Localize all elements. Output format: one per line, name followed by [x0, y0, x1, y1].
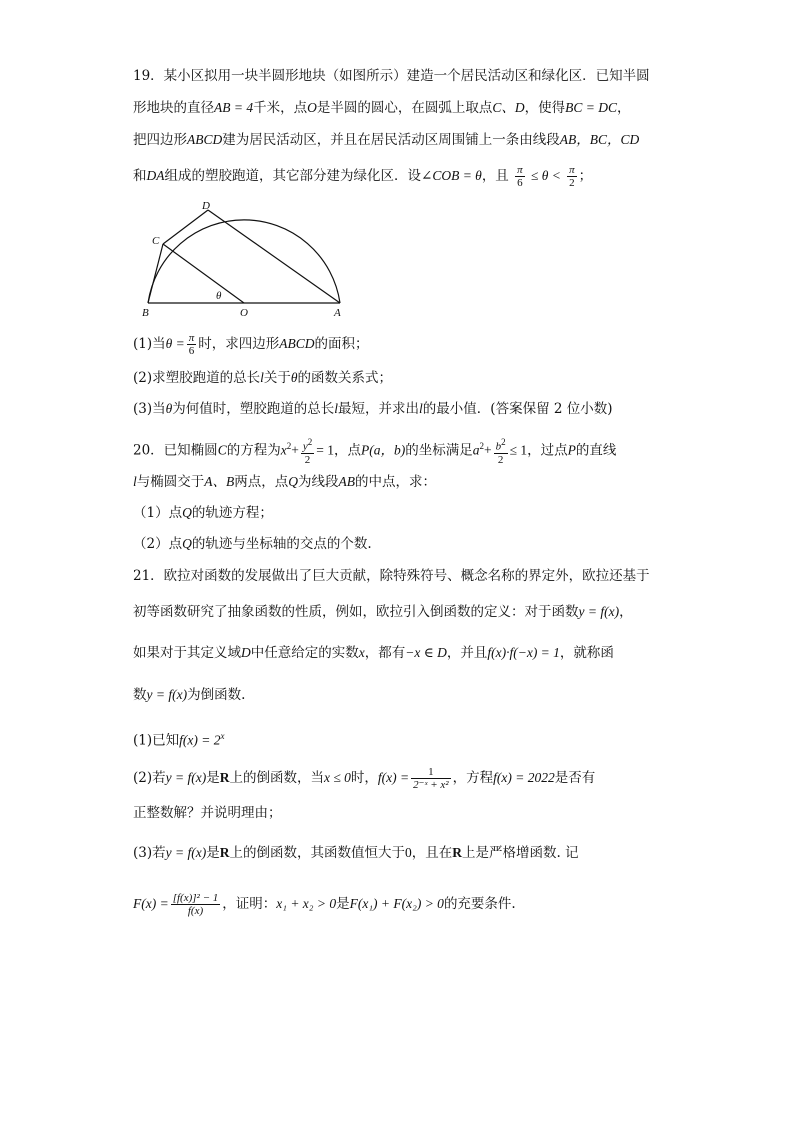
text: ，且在 — [411, 845, 453, 861]
text: （1）点 — [133, 505, 183, 521]
text: (1)已知 — [133, 732, 180, 749]
math-r: R — [452, 845, 462, 860]
q21-line3 — [133, 643, 614, 663]
math-r: R — [219, 845, 230, 860]
math-yf: y = f(x) — [165, 845, 207, 860]
text: ，且 — [481, 168, 509, 184]
text: ，过点 — [527, 442, 568, 459]
math-yf: y = f(x) — [165, 770, 207, 785]
text: （2）点 — [133, 536, 183, 552]
q19-text: 19．某小区拟用一块半圆形地块（如图所示）建造一个居民活动区和绿化区．已知半圆 — [133, 68, 650, 84]
math-d: D — [241, 645, 251, 660]
q19-line4 — [133, 164, 592, 189]
math-plus: + — [291, 442, 299, 458]
label-a: A — [334, 307, 341, 319]
text: (1)当 — [133, 336, 166, 352]
math-y: y — [302, 440, 308, 453]
text: 时，求四边形 — [198, 336, 280, 352]
text: 的轨迹方程； — [191, 505, 273, 521]
math-l: l — [133, 474, 137, 489]
math-q: Q — [182, 505, 192, 520]
math-segments: AB，BC，CD — [559, 132, 640, 147]
math-l: l — [419, 401, 423, 416]
text: 的充要条件. — [443, 896, 516, 912]
text: ， — [617, 100, 631, 116]
text: (2)若 — [133, 770, 166, 786]
math-fx: f(x) = 2 — [179, 732, 221, 748]
text: 关于 — [263, 370, 291, 386]
segment-co — [163, 244, 244, 303]
text: ，就称函 — [559, 645, 614, 661]
q21-part3 — [133, 843, 579, 863]
frac-den: 2 — [304, 453, 311, 466]
semicircle-diagram — [140, 198, 355, 320]
math-p: P — [567, 442, 576, 458]
text: 上是严格增函数. 记 — [461, 845, 579, 861]
math-q: Q — [182, 536, 192, 551]
math-o: O — [307, 100, 317, 115]
math-a: a — [472, 442, 480, 458]
math-r: R — [219, 770, 230, 785]
math-eq: = 1 — [316, 442, 334, 458]
text: ； — [578, 168, 593, 184]
frac-den: 6 — [517, 177, 523, 189]
q19-part3 — [133, 399, 613, 419]
frac-num: π — [188, 332, 195, 344]
text: ，并且 — [446, 645, 488, 661]
text: 的面积； — [314, 336, 369, 352]
frac-num: π — [569, 164, 575, 176]
frac-num: [f(x)]² − 1 — [172, 892, 219, 904]
text: 正整数解？并说明理由； — [133, 805, 282, 821]
q20-line2 — [133, 472, 436, 492]
math-l: l — [260, 370, 264, 385]
text: 和 — [133, 168, 147, 184]
text: 中任意给定的实数 — [250, 645, 359, 661]
text: ， — [619, 604, 633, 620]
text: 的中点，求： — [355, 474, 437, 490]
text: (3)若 — [133, 845, 166, 861]
label-theta: θ — [216, 290, 222, 302]
text: 初等函数研究了抽象函数的性质，例如，欧拉引入倒函数的定义：对于函数 — [133, 604, 579, 620]
text: 上的倒函数，当 — [229, 770, 324, 786]
q19-line1 — [133, 66, 650, 86]
q19-part2 — [133, 368, 392, 388]
text: ，使得 — [524, 100, 566, 116]
q21-line2 — [133, 602, 633, 622]
math-le: ≤ 1 — [509, 442, 528, 458]
math-product: f(x)·f(−x) = 1 — [487, 645, 560, 660]
math-yf: y = f(x) — [578, 604, 620, 619]
math-da: DA — [146, 168, 165, 183]
q21-part1 — [133, 726, 224, 751]
text: 的最小值．(答案保留 2 位小数) — [422, 401, 613, 417]
text: 为倒函数. — [187, 687, 246, 703]
q19-part1 — [133, 332, 369, 357]
math-cob: COB = θ — [432, 168, 482, 183]
semicircle-arc — [148, 220, 340, 303]
text: 21．欧拉对函数的发展做出了巨大贡献，除特殊符号、概念名称的界定外，欧拉还基于 — [133, 568, 650, 584]
frac-num: $y^2$ — [302, 437, 313, 453]
frac-num: $b^2$ — [495, 437, 506, 453]
math-x: x — [358, 645, 365, 660]
math-zero: 0 — [404, 845, 412, 860]
q20-line1: 20．已知椭圆C的方程为$x^2+$ $\frac{y^2}{2}$ = 1，点P(a，b)的坐标满足$a^2+$ $\frac{b^2}{2}$ ≤ 1，过点P的直线 — [133, 437, 617, 466]
q21-part2 — [133, 766, 595, 791]
text: ，点 — [333, 442, 361, 459]
math-b: b — [495, 440, 502, 453]
text: 的函数关系式； — [297, 370, 393, 386]
math-plus: + — [483, 442, 492, 458]
text: 是 — [336, 896, 350, 912]
frac-num: π — [517, 164, 523, 176]
text: 为何值时，塑胶跑道的总长 — [172, 401, 335, 417]
text: 的坐标满足 — [405, 442, 473, 459]
text: 20．已知椭圆 — [133, 442, 218, 459]
label-o: O — [240, 307, 248, 319]
segment-bc — [148, 244, 163, 303]
math-q: Q — [288, 474, 299, 489]
text: ，都有 — [364, 645, 406, 661]
q21-part2-cont — [133, 803, 282, 823]
math-fx: f(x) = — [377, 770, 410, 785]
frac-den: 2 — [497, 453, 504, 466]
frac-num: 1 — [411, 766, 451, 779]
label-d: D — [202, 200, 210, 212]
label-b: B — [142, 307, 149, 319]
fraction-f — [411, 766, 451, 791]
text: 组成的塑胶跑道，其它部分建为绿化区．设∠ — [164, 168, 433, 184]
fraction-b2-over-2 — [494, 436, 508, 466]
math-bc-dc: BC = DC — [565, 100, 617, 115]
text: 建为居民活动区，并且在居民活动区周围铺上一条由线段 — [222, 132, 560, 148]
math-cond: x₁ + x₂ > 0 — [276, 896, 337, 911]
text: (3)当 — [133, 401, 166, 417]
text: 与椭圆交于 — [136, 474, 205, 490]
text: 最短，并求出 — [338, 401, 420, 417]
math-theta: θ — [165, 401, 173, 416]
frac-den: 2⁻ˣ + x² — [413, 779, 449, 791]
text: 是半圆的圆心，在圆弧上取点 — [316, 100, 493, 116]
text: 是否有 — [554, 770, 596, 786]
math-p: P(a，b) — [360, 442, 406, 458]
math-yf: y = f(x) — [146, 687, 188, 702]
math-fx: F(x) = — [133, 896, 169, 911]
q19-line2 — [133, 98, 631, 118]
q20-sub1 — [133, 503, 273, 523]
frac-den: f(x) — [187, 905, 204, 917]
text: 把四边形 — [133, 132, 187, 148]
math-cond: F(x₁) + F(x₂) > 0 — [349, 896, 444, 911]
math-ab: AB = 4 — [214, 100, 254, 115]
fraction-pi-2 — [567, 164, 577, 189]
text: 的方程为 — [226, 442, 281, 459]
math-l: l — [334, 401, 339, 416]
math-neg-x: −x ∈ D — [405, 645, 447, 660]
text: (2)求塑胶跑道的总长 — [133, 370, 261, 386]
math-exp: x — [220, 731, 225, 741]
text: 时， — [350, 770, 378, 786]
text: 数 — [133, 687, 147, 703]
text: 是 — [206, 770, 220, 786]
math-c: C — [217, 442, 227, 458]
text: 的直线 — [575, 442, 617, 459]
fraction-F — [171, 892, 221, 917]
fraction-pi-6 — [187, 332, 197, 357]
text: 是 — [206, 845, 220, 861]
math-theta: θ = — [165, 336, 185, 351]
text: 如果对于其定义域 — [133, 645, 241, 661]
math-theta: θ — [290, 370, 298, 385]
math-cond: x ≤ 0 — [323, 770, 351, 785]
label-c: C — [152, 235, 160, 247]
text: 两点，点 — [234, 474, 289, 490]
math-x: x — [280, 442, 287, 458]
text: 千米，点 — [253, 100, 308, 116]
q21-line4 — [133, 685, 245, 705]
math-abcd: ABCD — [279, 336, 315, 351]
text: ，方程 — [452, 770, 494, 786]
text: 形地块的直径 — [133, 100, 214, 116]
fraction-pi-6 — [515, 164, 525, 189]
math-cd: C、D — [492, 100, 525, 115]
text: ，证明： — [222, 896, 277, 912]
text: 为线段 — [298, 474, 339, 490]
fraction-y2-over-2 — [301, 436, 314, 466]
frac-den: 6 — [188, 345, 195, 357]
q20-sub2 — [133, 534, 372, 554]
math-abcd: ABCD — [187, 132, 223, 147]
text: 的轨迹与坐标轴的交点的个数. — [191, 536, 372, 552]
text: 上的倒函数，其函数值恒大于 — [229, 845, 405, 861]
frac-den: 2 — [569, 177, 575, 189]
math-ab: AB — [338, 474, 356, 489]
math-ineq: ≤ θ < — [530, 168, 561, 183]
q21-part3-formula — [133, 892, 516, 917]
math-ab: A、B — [204, 474, 235, 489]
q19-line3 — [133, 130, 639, 150]
math-eq: f(x) = 2022 — [493, 770, 555, 785]
q21-line1 — [133, 566, 650, 586]
